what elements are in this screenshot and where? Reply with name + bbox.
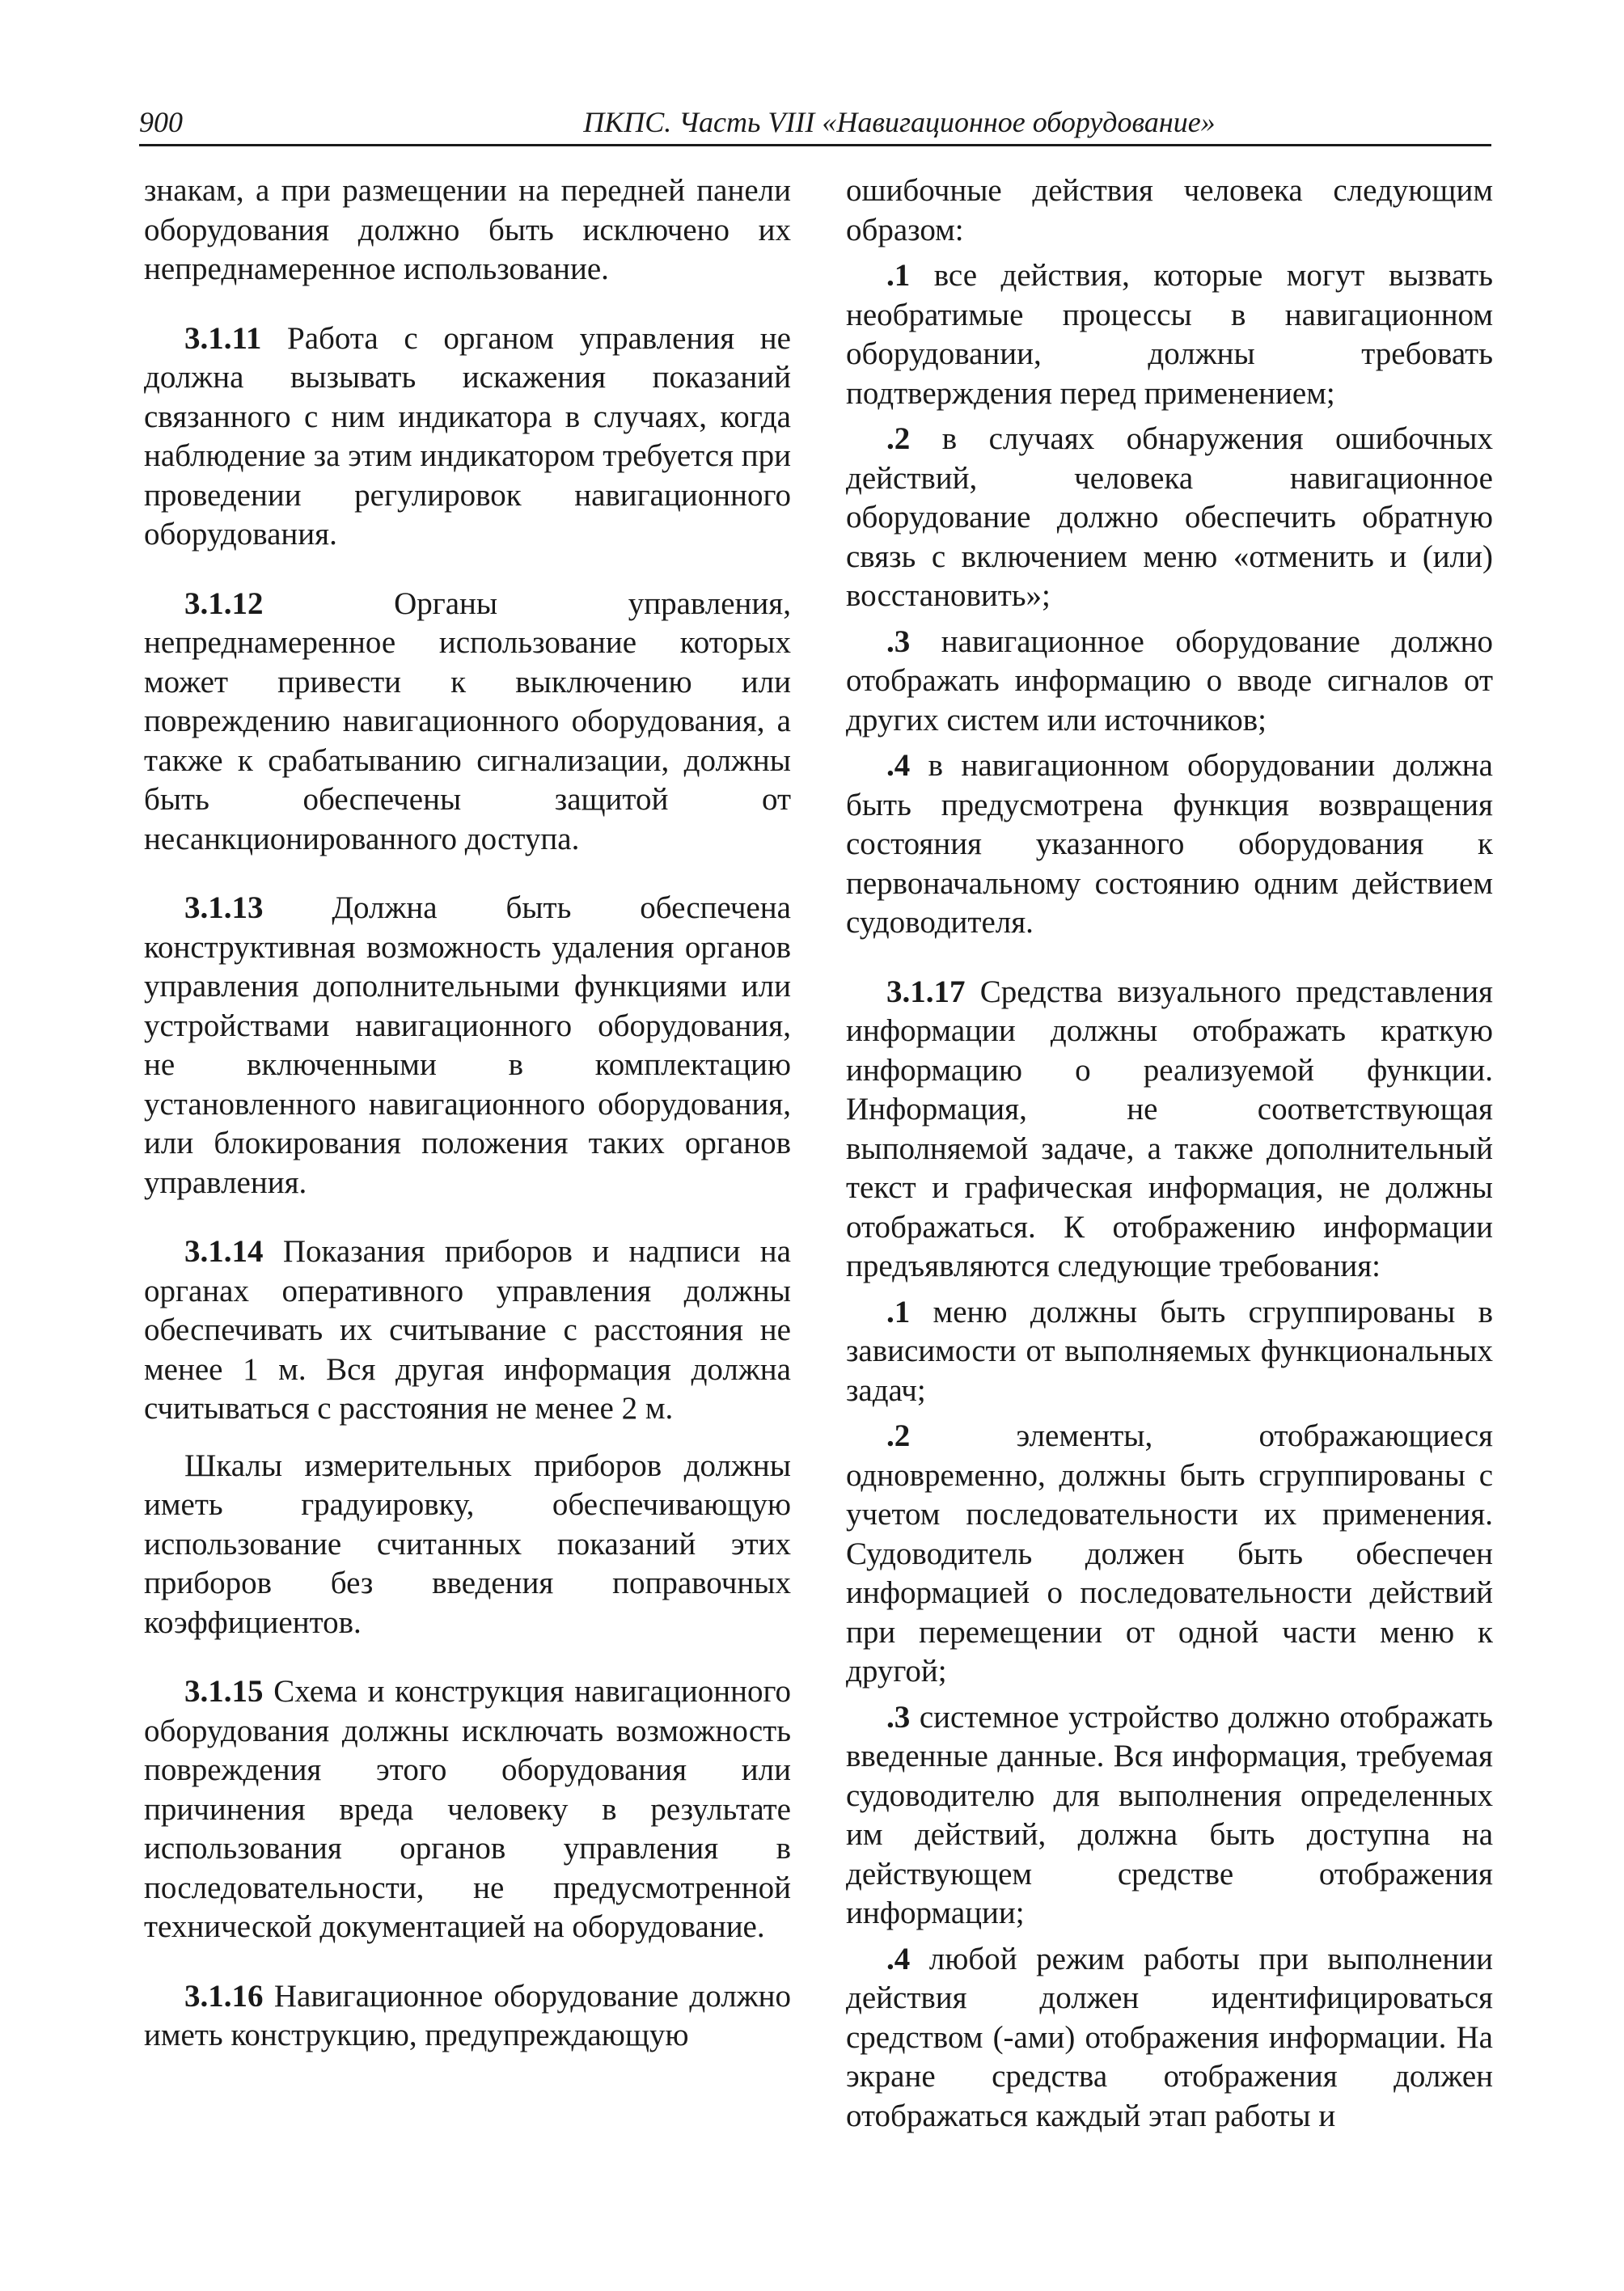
clause-number: 3.1.17 <box>886 974 966 1009</box>
list-item-1 <box>846 1293 1493 1411</box>
item-number: .3 <box>886 1699 911 1735</box>
item-number: .2 <box>886 421 911 456</box>
list-item-4 <box>846 1940 1493 2137</box>
paragraph-continuation: знакам, а при размещении на передней панели оборудования должно быть исключено их непреднамеренное использование. <box>144 173 791 286</box>
clause-number: 3.1.15 <box>184 1674 264 1709</box>
item-text: любой режим работы при выполнении действия должен идентифицироваться средством (-ами) отображения информации. На экране средства отображения должен отображаться каждый этап работы и <box>846 1941 1493 2133</box>
clause-text: Органы управления, непреднамеренное использование которых может привести к выключению или повреждению навигационного оборудования, а также к срабатыванию сигнализации, должны быть обеспечены защитой от несанкционированного доступа. <box>144 585 791 856</box>
list-item-3 <box>846 623 1493 741</box>
paragraph-3-1-11 <box>144 319 791 555</box>
clause-number: 3.1.16 <box>184 1978 264 2014</box>
list-item-2 <box>846 420 1493 616</box>
clause-number: 3.1.14 <box>184 1234 264 1269</box>
paragraph-3-1-15 <box>144 1672 791 1947</box>
item-number: .2 <box>886 1418 911 1453</box>
item-text: все действия, которые могут вызвать необратимые процессы в навигационном оборудовании, должны требовать подтверждения перед применением; <box>846 258 1493 411</box>
clause-text: Средства визуального представления информации должны отображать краткую информацию о реализуемой функции. Информация, не соответствующая выполняемой задаче, а также дополнительный текст и графическая информация, не должны отображаться. К отображению информации предъявляются следующие требования: <box>846 974 1493 1283</box>
list-item-1 <box>846 256 1493 413</box>
clause-text: Показания приборов и надписи на органах оперативного управления должны обеспечивать их считывание с расстояния не менее 1 м. Вся другая информация должна считываться с расстояния не менее 2 м. <box>144 1234 791 1426</box>
paragraph-3-1-16 <box>144 1977 791 2056</box>
paragraph-3-1-17 <box>846 973 1493 1287</box>
list-item-4 <box>846 746 1493 943</box>
clause-number: 3.1.13 <box>184 890 264 925</box>
clause-text: Навигационное оборудование должно иметь конструкцию, предупреждающую <box>144 1978 791 2052</box>
running-header <box>139 102 1491 146</box>
running-title: ПКПС. Часть VIII «Навигационное оборудование» <box>583 106 1216 138</box>
list-item-2 <box>846 1417 1493 1692</box>
item-text: в навигационном оборудовании должна быть предусмотрена функция возвращения состояния указанного оборудования к первоначальному состоянию одним действием судоводителя. <box>846 748 1493 940</box>
clause-text: Схема и конструкция навигационного оборудования должны исключать возможность повреждения этого оборудования или причинения вреда человеку в результате использования органов управления в последовательности, не предусмотренной технической документацией на оборудование. <box>144 1674 791 1944</box>
item-text: элементы, отображающиеся одновременно, должны быть сгруппированы с учетом последовательности их применения. Судоводитель должен быть обеспечен информацией о последовательности действий при перемещении от одной части меню к другой; <box>846 1418 1493 1689</box>
item-number: .1 <box>886 1294 911 1329</box>
paragraph-3-1-12 <box>144 585 791 860</box>
item-number: .4 <box>886 1941 911 1976</box>
clause-number: 3.1.12 <box>184 585 264 621</box>
paragraph-scales: Шкалы измерительных приборов должны иметь градуировку, обеспечивающую использование считанных показаний этих приборов без введения поправочных коэффициентов. <box>144 1448 791 1640</box>
list-item-3 <box>846 1698 1493 1934</box>
clause-text: Работа с органом управления не должна вызывать искажения показаний связанного с ним индикатора в случаях, когда наблюдение за этим индикатором требуется при проведении регулировок навигационного оборудования. <box>144 320 791 552</box>
item-number: .3 <box>886 623 911 659</box>
paragraph-3-1-13 <box>144 889 791 1203</box>
item-number: .4 <box>886 748 911 783</box>
paragraph-3-1-14 <box>144 1232 791 1429</box>
item-text: меню должны быть сгруппированы в зависимости от выполняемых функциональных задач; <box>846 1294 1493 1408</box>
left-column <box>144 171 791 2056</box>
clause-number: 3.1.11 <box>184 320 262 356</box>
page-number: 900 <box>139 106 183 138</box>
right-column <box>846 171 1493 2136</box>
paragraph-continuation: ошибочные действия человека следующим образом: <box>846 173 1493 247</box>
clause-text: Должна быть обеспечена конструктивная возможность удаления органов управления дополнительными функциями или устройствами навигационного оборудования, не включенными в комплектацию установленного навигационного оборудования, или блокирования положения таких органов управления. <box>144 890 791 1200</box>
item-text: системное устройство должно отображать введенные данные. Вся информация, требуемая судоводителю для выполнения определенных им действий, должна быть доступна на действующем средстве отображения информации; <box>846 1699 1493 1930</box>
item-text: навигационное оборудование должно отображать информацию о вводе сигналов от других систем или источников; <box>846 623 1493 738</box>
item-text: в случаях обнаружения ошибочных действий, человека навигационное оборудование должно обеспечить обратную связь с включением меню «отменить и (или) восстановить»; <box>846 421 1493 613</box>
item-number: .1 <box>886 258 911 293</box>
